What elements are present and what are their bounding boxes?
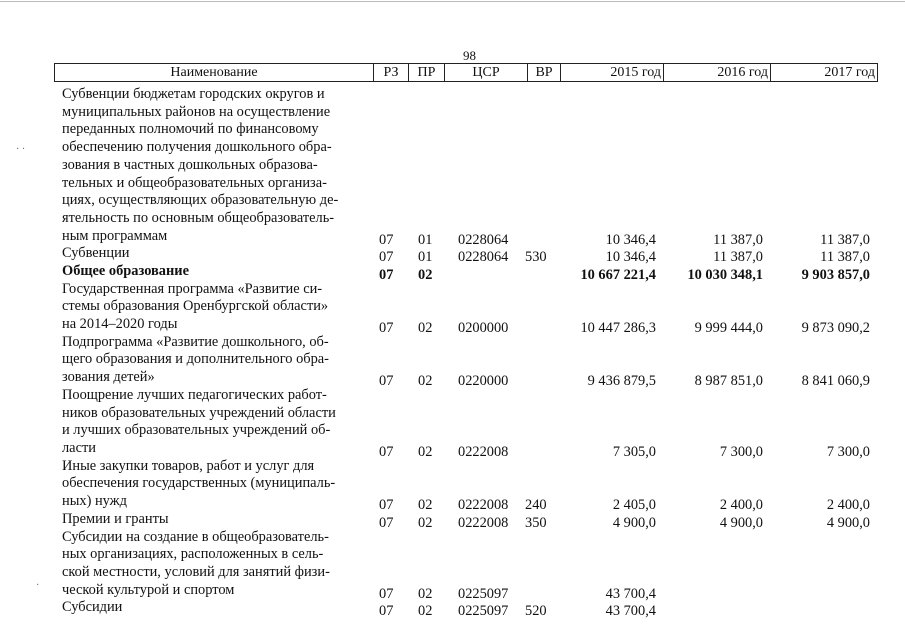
row-name-line: зования детей» xyxy=(62,369,155,386)
cell-rz: 07 xyxy=(379,267,394,283)
row-name-line: Премии и гранты xyxy=(62,510,169,527)
cell-csr: 0220000 xyxy=(458,373,509,390)
cell-y2016: 11 387,0 xyxy=(713,231,763,248)
cell-csr: 0222008 xyxy=(458,514,509,531)
cell-y2017: 7 300,0 xyxy=(826,443,870,460)
table-row xyxy=(0,599,905,620)
cell-y2017: 11 387,0 xyxy=(820,249,870,266)
cell-y2016: 2 400,0 xyxy=(719,497,763,514)
row-name-line: на 2014–2020 годы xyxy=(62,316,178,333)
cell-vr: 520 xyxy=(525,603,547,620)
cell-csr: 0222008 xyxy=(458,443,509,460)
cell-rz: 07 xyxy=(379,585,394,602)
row-name-line: щего образования и дополнительного обра- xyxy=(62,351,329,368)
row-name-line: Субсидии на создание в общеобразователь- xyxy=(62,528,329,545)
cell-rz: 07 xyxy=(379,514,394,531)
cell-y2015: 7 305,0 xyxy=(612,443,656,460)
cell-csr: 0228064 xyxy=(458,231,509,248)
row-name-line: тельных и общеобразовательных организа- xyxy=(62,174,327,191)
table-row xyxy=(0,529,905,600)
cell-y2017: 2 400,0 xyxy=(826,497,870,514)
cell-rz: 07 xyxy=(379,603,394,620)
table-row xyxy=(0,387,905,458)
scan-speck: · xyxy=(36,580,40,591)
row-name-line: Поощрение лучших педагогических работ- xyxy=(62,386,327,403)
header-2016: 2016 год xyxy=(717,65,768,80)
cell-y2015: 43 700,4 xyxy=(605,585,656,602)
cell-csr: 0200000 xyxy=(458,320,509,337)
cell-pr: 02 xyxy=(418,320,433,337)
cell-y2017: 8 841 060,9 xyxy=(801,373,870,390)
row-name-line: ласти xyxy=(62,439,96,456)
cell-y2017: 11 387,0 xyxy=(820,231,870,248)
row-name-line: ческой культурой и спортом xyxy=(62,581,235,598)
cell-pr: 02 xyxy=(418,443,433,460)
cell-y2016: 8 987 851,0 xyxy=(694,373,763,390)
row-name-line: Субвенции бюджетам городских округов и xyxy=(62,86,325,102)
header-2017: 2017 год xyxy=(824,65,875,80)
table-row xyxy=(0,511,905,529)
cell-vr: 350 xyxy=(525,514,547,531)
cell-y2016: 4 900,0 xyxy=(719,514,763,531)
cell-rz: 07 xyxy=(379,497,394,514)
cell-y2015: 10 447 286,3 xyxy=(580,320,656,337)
row-name-line: ным программам xyxy=(62,227,168,244)
cell-csr: 0225097 xyxy=(458,585,509,602)
cell-y2017: 9 873 090,2 xyxy=(801,320,870,337)
cell-y2016: 11 387,0 xyxy=(713,249,763,266)
header-vr: ВР xyxy=(535,65,553,80)
cell-y2015: 10 346,4 xyxy=(605,249,656,266)
cell-pr: 01 xyxy=(418,231,433,248)
row-name-line: Общее образование xyxy=(62,263,189,279)
row-name-line: обеспечению получения дошкольного обра- xyxy=(62,139,332,156)
row-name-line: переданных полномочий по финансовому xyxy=(62,121,319,138)
header-rz: РЗ xyxy=(383,65,399,80)
cell-pr: 02 xyxy=(418,585,433,602)
page-number: 98 xyxy=(463,48,476,63)
cell-y2016: 7 300,0 xyxy=(719,443,763,460)
cell-pr: 02 xyxy=(418,514,433,531)
row-name-line: Подпрограмма «Развитие дошкольного, об- xyxy=(62,333,329,350)
cell-rz: 07 xyxy=(379,373,394,390)
cell-csr: 0228064 xyxy=(458,249,509,266)
table-row xyxy=(0,457,905,514)
row-name-line: и лучших образовательных учреждений об- xyxy=(62,422,331,439)
top-edge-line xyxy=(0,1,905,2)
table-row xyxy=(0,333,905,390)
cell-y2017: 4 900,0 xyxy=(826,514,870,531)
cell-csr: 0225097 xyxy=(458,603,509,620)
row-name-line: муниципальных районов на осуществление xyxy=(62,103,331,120)
header-2015: 2015 год xyxy=(610,65,661,80)
cell-y2015: 43 700,4 xyxy=(605,603,656,620)
row-name-line: ской местности, условий для занятий физи- xyxy=(62,563,330,580)
table-row xyxy=(0,263,905,281)
row-name-line: Субвенции xyxy=(62,245,130,262)
cell-y2015: 10 346,4 xyxy=(605,231,656,248)
row-name-line: обеспечения государственных (муниципаль- xyxy=(62,475,336,492)
table-row xyxy=(0,86,905,248)
cell-y2015: 2 405,0 xyxy=(612,497,656,514)
header-csr: ЦСР xyxy=(472,65,500,80)
header-pr: ПР xyxy=(417,65,436,80)
row-name-line: ных) нужд xyxy=(62,493,127,510)
table-row xyxy=(0,245,905,266)
cell-pr: 01 xyxy=(418,249,433,266)
row-name-line: Иные закупки товаров, работ и услуг для xyxy=(62,457,315,474)
cell-pr: 02 xyxy=(418,373,433,390)
cell-rz: 07 xyxy=(379,231,394,248)
table-row xyxy=(0,280,905,337)
cell-pr: 02 xyxy=(418,603,433,620)
cell-vr: 240 xyxy=(525,497,547,514)
cell-y2015: 10 667 221,4 xyxy=(580,267,656,283)
row-name-line: стемы образования Оренбургской области» xyxy=(62,298,329,315)
cell-pr: 02 xyxy=(418,497,433,514)
row-name-line: циях, осуществляющих образовательную де- xyxy=(62,192,339,209)
row-name-line: ятельность по основным общеобразователь- xyxy=(62,209,335,226)
row-name-line: Государственная программа «Развитие си- xyxy=(62,280,323,297)
cell-csr: 0222008 xyxy=(458,497,509,514)
row-name-line: Субсидии xyxy=(62,599,123,616)
cell-vr: 530 xyxy=(525,249,547,266)
table-header xyxy=(54,63,878,82)
cell-y2016: 9 999 444,0 xyxy=(694,320,763,337)
cell-y2017: 9 903 857,0 xyxy=(801,267,870,283)
header-name: Наименование xyxy=(170,65,258,80)
row-name-line: зования в частных дошкольных образова- xyxy=(62,156,318,173)
cell-pr: 02 xyxy=(418,267,433,283)
cell-rz: 07 xyxy=(379,249,394,266)
row-name-line: ников образовательных учреждений области xyxy=(62,404,336,421)
scan-speck: · · xyxy=(16,144,26,155)
cell-y2016: 10 030 348,1 xyxy=(687,267,763,283)
cell-rz: 07 xyxy=(379,443,394,460)
cell-y2015: 4 900,0 xyxy=(612,514,656,531)
cell-y2015: 9 436 879,5 xyxy=(587,373,656,390)
row-name-line: ных организациях, расположенных в сель- xyxy=(62,546,324,563)
cell-rz: 07 xyxy=(379,320,394,337)
